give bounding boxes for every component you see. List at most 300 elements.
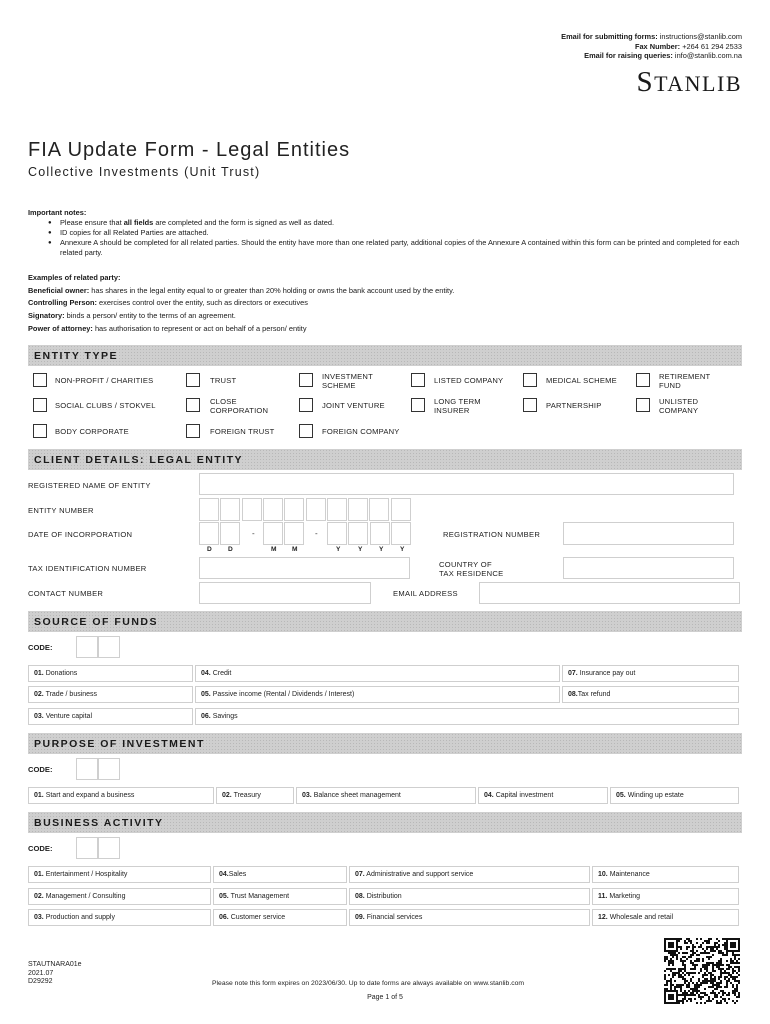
qr-module	[736, 954, 738, 956]
qr-module	[712, 974, 714, 976]
label-nonprofit: NON-PROFIT / CHARITIES	[55, 376, 154, 385]
note-item: ● ID copies for all Related Parties are attached.	[48, 228, 743, 238]
registration-number-input[interactable]	[563, 522, 734, 545]
qr-module	[696, 960, 698, 962]
entity-number-cell[interactable]	[306, 498, 326, 521]
qr-module	[738, 954, 740, 956]
qr-module	[670, 988, 672, 990]
entity-number-cell[interactable]	[369, 498, 389, 521]
funds-option[interactable]: 06. Savings	[195, 708, 739, 725]
qr-module	[686, 958, 688, 960]
business-option[interactable]: 11. Marketing	[592, 888, 739, 905]
qr-module	[704, 994, 706, 996]
date-cell[interactable]	[348, 522, 368, 545]
qr-module	[720, 960, 722, 962]
qr-module	[724, 976, 726, 978]
label-country-tax-residence: COUNTRY OF TAX RESIDENCE	[439, 560, 504, 578]
qr-module	[736, 986, 738, 988]
qr-module	[684, 942, 686, 944]
qr-module	[688, 982, 690, 984]
qr-module	[714, 950, 716, 952]
qr-module	[694, 994, 696, 996]
qr-module	[698, 946, 700, 948]
qr-module	[734, 1002, 736, 1004]
section-client-details: CLIENT DETAILS: LEGAL ENTITY	[28, 449, 742, 470]
qr-module	[726, 972, 728, 974]
qr-module	[714, 976, 716, 978]
qr-module	[704, 1002, 706, 1004]
qr-module	[672, 962, 674, 964]
qr-module	[720, 1002, 722, 1004]
qr-module	[672, 952, 674, 954]
qr-module	[688, 940, 690, 942]
qr-module	[720, 990, 722, 992]
qr-module	[732, 976, 734, 978]
checkbox-unlisted-company[interactable]	[636, 398, 650, 412]
qr-module	[702, 948, 704, 950]
checkbox-long-term-insurer[interactable]	[411, 398, 425, 412]
qr-module	[692, 948, 694, 950]
qr-module	[670, 960, 672, 962]
business-option[interactable]: 12. Wholesale and retail	[592, 909, 739, 926]
purpose-option[interactable]: 04. Capital investment	[478, 787, 608, 804]
qr-module	[732, 978, 734, 980]
qr-module	[688, 986, 690, 988]
qr-module	[704, 972, 706, 974]
qr-module	[712, 978, 714, 980]
qr-module	[734, 992, 736, 994]
label-listed-company: LISTED COMPANY	[434, 376, 504, 385]
qr-module	[720, 952, 722, 954]
checkbox-joint-venture[interactable]	[299, 398, 313, 412]
qr-module	[706, 980, 708, 982]
qr-module	[676, 958, 678, 960]
qr-module	[730, 976, 732, 978]
qr-module	[728, 974, 730, 976]
contact-number-input[interactable]	[199, 582, 371, 604]
qr-module	[712, 946, 714, 948]
business-option[interactable]: 07. Administrative and support service	[349, 866, 590, 883]
qr-module	[724, 942, 726, 944]
qr-module	[692, 950, 694, 952]
qr-module	[684, 966, 686, 968]
date-letter-d: D	[228, 546, 233, 553]
checkbox-listed-company[interactable]	[411, 373, 425, 387]
qr-module	[674, 986, 676, 988]
tax-id-input[interactable]	[199, 557, 410, 579]
label-entity-number: ENTITY NUMBER	[28, 506, 94, 515]
qr-module	[686, 948, 688, 950]
qr-module	[704, 950, 706, 952]
purpose-code-cell[interactable]	[76, 758, 98, 780]
qr-module	[684, 974, 686, 976]
qr-module	[736, 962, 738, 964]
qr-module	[690, 942, 692, 944]
qr-module	[708, 1000, 710, 1002]
qr-module	[690, 998, 692, 1000]
qr-module	[704, 968, 706, 970]
qr-module	[670, 968, 672, 970]
qr-module	[666, 984, 668, 986]
qr-module	[738, 992, 740, 994]
qr-module	[692, 994, 694, 996]
qr-module	[716, 962, 718, 964]
qr-module	[710, 980, 712, 982]
date-letter-y: Y	[336, 546, 341, 553]
qr-module	[714, 996, 716, 998]
qr-module	[710, 946, 712, 948]
qr-module	[682, 978, 684, 980]
label-registration-number: REGISTRATION NUMBER	[443, 530, 541, 539]
qr-module	[678, 974, 680, 976]
qr-module	[694, 946, 696, 948]
label-partnership: PARTNERSHIP	[546, 401, 602, 410]
qr-module	[722, 944, 724, 946]
qr-module	[724, 972, 726, 974]
funds-option[interactable]: 02. Trade / business	[28, 686, 193, 703]
business-code-cell[interactable]	[76, 837, 98, 859]
qr-module	[672, 984, 674, 986]
qr-module	[722, 998, 724, 1000]
funds-option[interactable]: 05. Passive income (Rental / Dividends / Interest)	[195, 686, 560, 703]
qr-module	[690, 950, 692, 952]
qr-module	[724, 938, 726, 940]
date-letter-y: Y	[358, 546, 363, 553]
email-query-link[interactable]: info@stanlib.com.na	[674, 51, 742, 61]
qr-module	[716, 1000, 718, 1002]
qr-module	[706, 942, 708, 944]
qr-module	[670, 984, 672, 986]
qr-module	[700, 984, 702, 986]
business-option[interactable]: 03. Production and supply	[28, 909, 211, 926]
qr-module	[718, 976, 720, 978]
qr-module	[684, 992, 686, 994]
qr-module	[684, 978, 686, 980]
qr-module	[688, 972, 690, 974]
qr-module	[678, 986, 680, 988]
qr-module	[694, 990, 696, 992]
qr-module	[666, 988, 668, 990]
checkbox-foreign-company[interactable]	[299, 424, 313, 438]
qr-module	[668, 994, 674, 1000]
funds-code-cell[interactable]	[76, 636, 98, 658]
qr-module	[732, 990, 734, 992]
entity-number-cell[interactable]	[220, 498, 240, 521]
checkbox-nonprofit[interactable]	[33, 373, 47, 387]
qr-module	[704, 940, 706, 942]
qr-module	[738, 980, 740, 982]
qr-module	[732, 972, 734, 974]
qr-module	[728, 964, 730, 966]
business-option[interactable]: 02. Management / Consulting	[28, 888, 211, 905]
qr-module	[688, 984, 690, 986]
qr-module	[672, 974, 674, 976]
qr-module	[714, 988, 716, 990]
checkbox-close-corporation[interactable]	[186, 398, 200, 412]
qr-module	[694, 952, 696, 954]
qr-module	[718, 952, 720, 954]
qr-module	[704, 988, 706, 990]
qr-module	[700, 944, 702, 946]
purpose-option[interactable]: 01. Start and expand a business	[28, 787, 214, 804]
qr-module	[684, 968, 686, 970]
qr-module	[680, 994, 682, 996]
checkbox-retirement-fund[interactable]	[636, 373, 650, 387]
email-submit-link[interactable]: instructions@stanlib.com	[659, 32, 742, 41]
qr-module	[702, 964, 704, 966]
qr-module	[700, 992, 702, 994]
business-option[interactable]: 10. Maintenance	[592, 866, 739, 883]
qr-module	[718, 964, 720, 966]
qr-module	[724, 954, 726, 956]
qr-module	[680, 986, 682, 988]
qr-module	[738, 982, 740, 984]
checkbox-partnership[interactable]	[523, 398, 537, 412]
entity-number-cell[interactable]	[391, 498, 411, 521]
qr-module	[714, 984, 716, 986]
entity-number-cell[interactable]	[199, 498, 219, 521]
qr-module	[704, 964, 706, 966]
qr-module	[736, 988, 738, 990]
qr-module	[730, 974, 732, 976]
qr-module	[686, 992, 688, 994]
qr-module	[736, 976, 738, 978]
qr-module	[670, 958, 672, 960]
qr-module	[686, 986, 688, 988]
qr-module	[680, 990, 682, 992]
qr-module	[726, 964, 728, 966]
business-option[interactable]: 06. Customer service	[213, 909, 347, 926]
qr-module	[714, 970, 716, 972]
qr-module	[720, 962, 722, 964]
qr-module	[684, 996, 686, 998]
qr-module	[732, 954, 734, 956]
qr-module	[718, 962, 720, 964]
qr-module	[732, 1000, 734, 1002]
qr-module	[706, 978, 708, 980]
date-cell[interactable]	[284, 522, 304, 545]
qr-module	[696, 964, 698, 966]
qr-module	[718, 1002, 720, 1004]
example-beneficial-owner: Beneficial owner: has shares in the legal entity equal to or greater than 20% holding or owns the bank account used by the entity.	[28, 285, 455, 295]
business-option[interactable]: 01. Entertainment / Hospitality	[28, 866, 211, 883]
important-notes	[28, 208, 743, 258]
qr-module	[716, 1002, 718, 1004]
qr-module	[688, 946, 690, 948]
purpose-option[interactable]: 02. Treasury	[216, 787, 294, 804]
qr-module	[712, 980, 714, 982]
qr-module	[668, 974, 670, 976]
checkbox-medical-scheme[interactable]	[523, 373, 537, 387]
country-tax-input[interactable]	[563, 557, 734, 579]
business-option[interactable]: 04.Sales	[213, 866, 347, 883]
qr-module	[724, 948, 726, 950]
qr-module	[736, 972, 738, 974]
label-retirement-fund: RETIREMENT FUND	[659, 372, 711, 390]
email-address-input[interactable]	[479, 582, 740, 604]
qr-module	[706, 940, 708, 942]
funds-option[interactable]: 07. Insurance pay out	[562, 665, 739, 682]
qr-module	[712, 950, 714, 952]
qr-module	[694, 966, 696, 968]
qr-module	[670, 978, 672, 980]
qr-module	[702, 966, 704, 968]
qr-module	[664, 984, 666, 986]
qr-module	[678, 952, 680, 954]
label-contact-number: CONTACT NUMBER	[28, 589, 104, 598]
qr-module	[708, 980, 710, 982]
purpose-option[interactable]: 05. Winding up estate	[610, 787, 739, 804]
qr-module	[720, 986, 722, 988]
qr-module	[708, 938, 710, 940]
qr-module	[720, 996, 722, 998]
business-option[interactable]: 08. Distribution	[349, 888, 590, 905]
qr-module	[726, 960, 728, 962]
date-cell[interactable]	[263, 522, 283, 545]
qr-module	[716, 942, 718, 944]
qr-module	[676, 986, 678, 988]
qr-module	[668, 960, 670, 962]
qr-module	[668, 964, 670, 966]
qr-module	[730, 982, 732, 984]
qr-module	[678, 984, 680, 986]
qr-module	[714, 992, 716, 994]
qr-module	[726, 994, 728, 996]
registered-name-input[interactable]	[199, 473, 734, 495]
qr-module	[680, 976, 682, 978]
funds-option[interactable]: 08.Tax refund	[562, 686, 739, 703]
qr-module	[700, 946, 702, 948]
qr-module	[668, 952, 670, 954]
funds-code-label: CODE:	[28, 643, 53, 652]
qr-module	[728, 992, 730, 994]
entity-number-cell[interactable]	[284, 498, 304, 521]
checkbox-foreign-trust[interactable]	[186, 424, 200, 438]
qr-module	[706, 962, 708, 964]
qr-module	[712, 948, 714, 950]
qr-module	[720, 974, 722, 976]
purpose-code-cell[interactable]	[98, 758, 120, 780]
qr-module	[712, 970, 714, 972]
date-cell[interactable]	[370, 522, 390, 545]
qr-module	[732, 960, 734, 962]
qr-module	[678, 970, 680, 972]
qr-module	[674, 988, 676, 990]
checkbox-body-corporate[interactable]	[33, 424, 47, 438]
qr-module	[680, 946, 682, 948]
business-code-cell[interactable]	[98, 837, 120, 859]
checkbox-social-clubs[interactable]	[33, 398, 47, 412]
section-business-activity: BUSINESS ACTIVITY	[28, 812, 742, 833]
qr-module	[666, 958, 668, 960]
qr-module	[734, 976, 736, 978]
qr-module	[678, 938, 680, 940]
qr-module	[674, 972, 676, 974]
date-cell[interactable]	[220, 522, 240, 545]
qr-module	[680, 958, 682, 960]
entity-number-cell[interactable]	[348, 498, 368, 521]
qr-module	[692, 990, 694, 992]
qr-module	[682, 984, 684, 986]
qr-module	[702, 942, 704, 944]
qr-module	[672, 964, 674, 966]
note-item: ● Please ensure that all fields are completed and the form is signed as well as dated.	[48, 218, 743, 228]
qr-module	[694, 988, 696, 990]
date-cell[interactable]	[199, 522, 219, 545]
qr-module	[690, 988, 692, 990]
qr-module	[722, 972, 724, 974]
qr-module	[722, 964, 724, 966]
qr-module	[710, 974, 712, 976]
date-cell[interactable]	[327, 522, 347, 545]
business-option[interactable]: 05. Trust Management	[213, 888, 347, 905]
qr-module	[690, 992, 692, 994]
label-email-address: EMAIL ADDRESS	[393, 589, 458, 598]
qr-module	[718, 950, 720, 952]
qr-module	[686, 938, 688, 940]
qr-module	[728, 978, 730, 980]
date-cell[interactable]	[391, 522, 411, 545]
funds-code-cell[interactable]	[98, 636, 120, 658]
qr-module	[732, 984, 734, 986]
date-letter-m: M	[271, 546, 277, 553]
qr-module	[720, 982, 722, 984]
qr-module	[672, 968, 674, 970]
qr-module	[690, 962, 692, 964]
qr-module	[702, 996, 704, 998]
qr-module	[682, 994, 684, 996]
qr-module	[682, 976, 684, 978]
qr-module	[722, 938, 724, 940]
qr-module	[700, 982, 702, 984]
qr-module	[738, 970, 740, 972]
checkbox-investment-scheme[interactable]	[299, 373, 313, 387]
qr-module	[734, 988, 736, 990]
entity-number-cell[interactable]	[327, 498, 347, 521]
qr-module	[694, 998, 696, 1000]
qr-module	[692, 964, 694, 966]
entity-number-cell[interactable]	[242, 498, 262, 521]
checkbox-trust[interactable]	[186, 373, 200, 387]
section-source-of-funds: SOURCE OF FUNDS	[28, 611, 742, 632]
qr-module	[734, 994, 736, 996]
qr-module	[664, 958, 666, 960]
qr-module	[664, 978, 666, 980]
qr-module	[696, 942, 698, 944]
qr-module	[720, 968, 722, 970]
label-investment-scheme: INVESTMENT SCHEME	[322, 372, 373, 390]
entity-number-cell[interactable]	[263, 498, 283, 521]
qr-module	[688, 938, 690, 940]
qr-module	[716, 996, 718, 998]
business-option[interactable]: 09. Financial services	[349, 909, 590, 926]
qr-module	[706, 966, 708, 968]
purpose-option[interactable]: 03. Balance sheet management	[296, 787, 476, 804]
qr-module	[710, 992, 712, 994]
funds-option[interactable]: 01. Donations	[28, 665, 193, 682]
funds-option[interactable]: 03. Venture capital	[28, 708, 193, 725]
qr-module	[716, 938, 718, 940]
qr-module	[738, 996, 740, 998]
qr-module	[722, 994, 724, 996]
funds-option[interactable]: 04. Credit	[195, 665, 560, 682]
qr-module	[738, 962, 740, 964]
qr-module	[708, 972, 710, 974]
qr-module	[706, 964, 708, 966]
qr-module	[718, 940, 720, 942]
qr-module	[700, 938, 702, 940]
qr-module	[714, 946, 716, 948]
